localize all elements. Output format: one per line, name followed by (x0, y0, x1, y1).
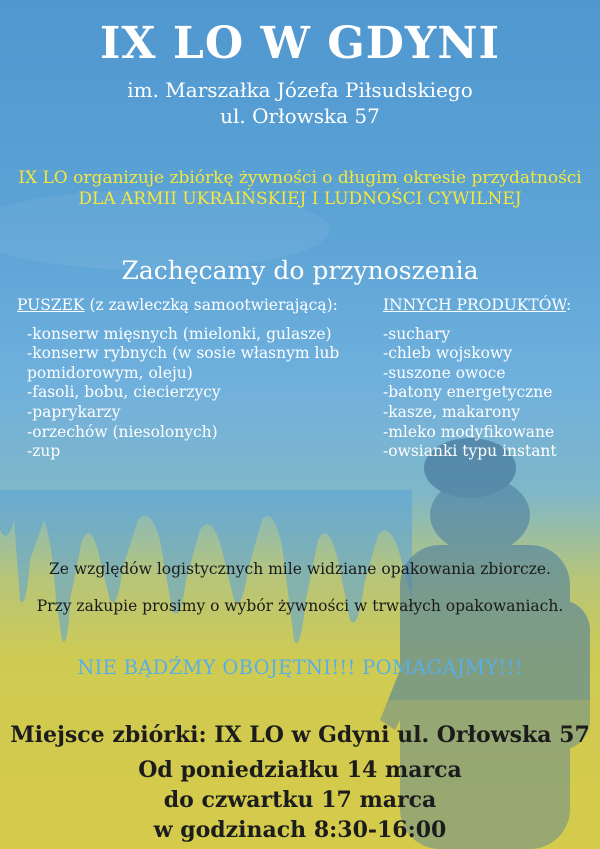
collection-to-date: do czwartku 17 marca (163, 787, 437, 813)
cans-header (17, 296, 367, 316)
page-title: IX LO W GDYNI (99, 18, 501, 69)
other-products-header-main: INNYCH PRODUKTÓW (383, 296, 567, 314)
cans-column (17, 296, 367, 462)
collection-from-date: Od poniedziałku 14 marca (138, 757, 462, 783)
packaging-note: Przy zakupie prosimy o wybór żywności w trwałych opakowaniach. (36, 597, 564, 615)
cans-header-rest: (z zawleczką samootwierającą): (84, 296, 338, 314)
list-item: -suszone owoce (383, 363, 506, 382)
list-item: -mleko modyfikowane (383, 422, 555, 441)
list-item: -batony energetyczne (383, 383, 553, 402)
list-item: -suchary (383, 324, 451, 343)
cans-list (17, 325, 367, 462)
other-products-header (383, 296, 598, 316)
other-products-header-rest: : (566, 296, 572, 314)
cans-header-main: PUSZEK (17, 296, 85, 314)
announcement-line-2: DLA ARMII UKRAIŃSKIEJ I LUDNOŚCI CYWILNEJ (78, 189, 522, 209)
other-products-column (383, 296, 598, 462)
list-item: -kasze, makarony (383, 402, 521, 421)
list-item: -orzechów (niesolonych) (27, 422, 218, 441)
list-item: -chleb wojskowy (383, 344, 512, 363)
school-address: ul. Orłowska 57 (220, 104, 380, 128)
collection-hours: w godzinach 8:30-16:00 (153, 817, 447, 843)
list-item: -fasoli, bobu, ciecierzycy (27, 383, 221, 402)
list-item: -zup (27, 442, 61, 461)
callout-slogan: NIE BĄDŹMY OBOJĘTNI!!! POMAGAJMY!!! (77, 656, 523, 679)
announcement-line-1: IX LO organizuje zbiórkę żywności o długim okresie przydatności (18, 168, 582, 188)
list-item: -owsianki typu instant (383, 442, 557, 461)
list-item: -paprykarzy (27, 402, 121, 421)
list-item: -konserw mięsnych (mielonki, gulasze) (27, 324, 332, 343)
list-item: pomidorowym, oleju) (27, 363, 193, 382)
list-item: -konserw rybnych (w sosie własnym lub (27, 344, 340, 363)
encourage-heading: Zachęcamy do przynoszenia (121, 256, 479, 285)
school-patron: im. Marszałka Józefa Piłsudskiego (127, 78, 473, 102)
collection-place: Miejsce zbiórki: IX LO w Gdyni ul. Orłowska 57 (10, 722, 590, 748)
logistics-note: Ze względów logistycznych mile widziane opakowania zbiorcze. (49, 560, 551, 578)
other-products-list (383, 325, 598, 462)
